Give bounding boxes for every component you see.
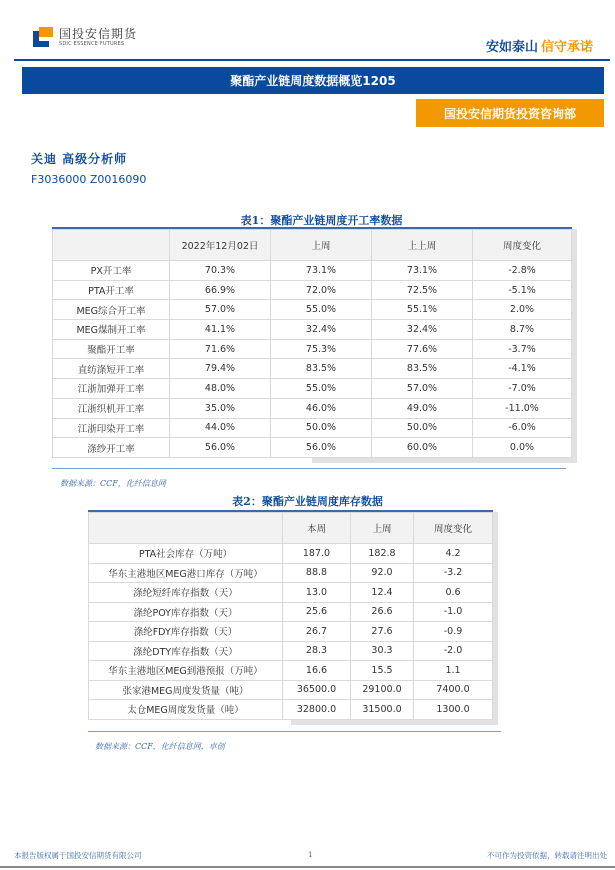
cell: 72.0% <box>271 280 372 300</box>
table-row <box>53 280 572 300</box>
cell: 0.6 <box>414 583 493 603</box>
cell: 56.0% <box>170 438 271 458</box>
row-label: 涤纶FDY库存指数（天） <box>89 622 283 642</box>
cell: 83.5% <box>271 359 372 379</box>
cell: 29100.0 <box>351 680 414 700</box>
cell: 46.0% <box>271 398 372 418</box>
cell: 73.1% <box>271 261 372 281</box>
cell: -0.9 <box>414 622 493 642</box>
cell: -4.1% <box>473 359 572 379</box>
cell: 30.3 <box>351 641 414 661</box>
table-row <box>53 438 572 458</box>
table-row <box>89 680 493 700</box>
slogan-part-1: 安如泰山 <box>485 40 538 55</box>
cell: -3.7% <box>473 339 572 359</box>
author-name: 关迪 高级分析师 <box>31 152 128 166</box>
row-label: 张家港MEG周度发货量（吨） <box>89 680 283 700</box>
cell: 2.0% <box>473 300 572 320</box>
table-row <box>53 261 572 281</box>
cell: 66.9% <box>170 280 271 300</box>
cell: 72.5% <box>372 280 473 300</box>
cell: -7.0% <box>473 379 572 399</box>
row-label: 华东主港地区MEG到港预报（万吨） <box>89 661 283 681</box>
author-cert: F3036000 Z0016090 <box>31 173 147 186</box>
cell: 26.6 <box>351 602 414 622</box>
cell: -11.0% <box>473 398 572 418</box>
row-label: PX开工率 <box>53 261 170 281</box>
cell: 77.6% <box>372 339 473 359</box>
cell: 44.0% <box>170 418 271 438</box>
cell: 71.6% <box>170 339 271 359</box>
cell: 4.2 <box>414 544 493 564</box>
table-row <box>53 418 572 438</box>
table2-bottom-rule <box>88 731 501 732</box>
cell: 32.4% <box>372 320 473 340</box>
table1-header-row <box>53 230 572 261</box>
cell: 0.0% <box>473 438 572 458</box>
row-label: 聚酯开工率 <box>53 339 170 359</box>
table2-header-row <box>89 513 493 544</box>
table1-source: 数据来源：CCF，化纤信息网 <box>60 479 166 488</box>
cell: 60.0% <box>372 438 473 458</box>
row-label: 华东主港地区MEG港口库存（万吨） <box>89 563 283 583</box>
table1-header-cell: 上周 <box>271 230 372 261</box>
table2-source: 数据来源：CCF，化纤信息网，卓创 <box>95 742 225 751</box>
row-label: 江浙织机开工率 <box>53 398 170 418</box>
table2-caption: 表2：聚酯产业链周度库存数据 <box>232 495 383 508</box>
row-label: PTA开工率 <box>53 280 170 300</box>
table1-caption: 表1：聚酯产业链周度开工率数据 <box>240 214 403 227</box>
row-label: 涤纶POY库存指数（天） <box>89 602 283 622</box>
table1-header-cell: 2022年12月02日 <box>170 230 271 261</box>
row-label: 江浙加弹开工率 <box>53 379 170 399</box>
cell: 1300.0 <box>414 700 493 720</box>
cell: 73.1% <box>372 261 473 281</box>
cell: 7400.0 <box>414 680 493 700</box>
table-row <box>89 544 493 564</box>
table-row <box>89 602 493 622</box>
footer-disclaimer: 不可作为投资依据，转载请注明出处 <box>487 851 607 860</box>
cell: -2.8% <box>473 261 572 281</box>
report-title: 聚酯产业链周度数据概览1205 <box>22 67 604 94</box>
cell: 15.5 <box>351 661 414 681</box>
table-row <box>53 398 572 418</box>
cell: 55.1% <box>372 300 473 320</box>
table-row <box>89 563 493 583</box>
row-label: 涤纶DTY库存指数（天） <box>89 641 283 661</box>
row-label: 涤纶短纤库存指数（天） <box>89 583 283 603</box>
cell: 1.1 <box>414 661 493 681</box>
footer-divider <box>0 866 615 868</box>
table-row <box>89 583 493 603</box>
cell: -3.2 <box>414 563 493 583</box>
cell: 57.0% <box>372 379 473 399</box>
table-row <box>89 661 493 681</box>
cell: 16.6 <box>283 661 351 681</box>
cell: 27.6 <box>351 622 414 642</box>
header-divider <box>14 59 610 61</box>
cell: -5.1% <box>473 280 572 300</box>
row-label: 太仓MEG周度发货量（吨） <box>89 700 283 720</box>
logo-en-text: SDIC ESSENCE FUTURES <box>59 40 125 47</box>
row-label: MEG煤制开工率 <box>53 320 170 340</box>
table2-header-cell: 周度变化 <box>414 513 493 544</box>
cell: 8.7% <box>473 320 572 340</box>
row-label: 涤纱开工率 <box>53 438 170 458</box>
table1-header-cell <box>53 230 170 261</box>
cell: 32.4% <box>271 320 372 340</box>
department-badge: 国投安信期货投资咨询部 <box>416 99 604 127</box>
cell: -2.0 <box>414 641 493 661</box>
table1-header-cell: 周度变化 <box>473 230 572 261</box>
cell: 55.0% <box>271 379 372 399</box>
cell: 28.3 <box>283 641 351 661</box>
row-label: PTA社会库存（万吨） <box>89 544 283 564</box>
table-row <box>53 359 572 379</box>
cell: 31500.0 <box>351 700 414 720</box>
cell: 26.7 <box>283 622 351 642</box>
table1-header-cell: 上上周 <box>372 230 473 261</box>
table2-header-cell: 本周 <box>283 513 351 544</box>
cell: -1.0 <box>414 602 493 622</box>
cell: 50.0% <box>271 418 372 438</box>
table-row <box>53 320 572 340</box>
table-row <box>53 300 572 320</box>
cell: 83.5% <box>372 359 473 379</box>
company-logo <box>33 27 137 47</box>
cell: 32800.0 <box>283 700 351 720</box>
cell: 36500.0 <box>283 680 351 700</box>
table2-header-cell <box>89 513 283 544</box>
cell: 55.0% <box>271 300 372 320</box>
page-number: 1 <box>308 850 313 859</box>
row-label: 江浙印染开工率 <box>53 418 170 438</box>
cell: 12.4 <box>351 583 414 603</box>
cell: 70.3% <box>170 261 271 281</box>
table1-bottom-rule <box>52 468 566 469</box>
row-label: 直纺涤短开工率 <box>53 359 170 379</box>
table-row <box>89 641 493 661</box>
table-row <box>89 700 493 720</box>
row-label: MEG综合开工率 <box>53 300 170 320</box>
cell: 25.6 <box>283 602 351 622</box>
table-row <box>53 379 572 399</box>
cell: 50.0% <box>372 418 473 438</box>
table2 <box>88 510 493 720</box>
logo-cn-text: 国投安信期货 <box>59 26 138 41</box>
cell: 48.0% <box>170 379 271 399</box>
cell: 49.0% <box>372 398 473 418</box>
footer-copyright: 本报告版权属于国投安信期货有限公司 <box>14 851 142 860</box>
cell: 79.4% <box>170 359 271 379</box>
cell: 35.0% <box>170 398 271 418</box>
cell: 75.3% <box>271 339 372 359</box>
cell: 182.8 <box>351 544 414 564</box>
cell: 92.0 <box>351 563 414 583</box>
table-row <box>53 339 572 359</box>
table1 <box>52 227 572 458</box>
slogan-part-2: 信守承诺 <box>540 40 593 55</box>
logo-mark-icon <box>33 27 53 47</box>
cell: 187.0 <box>283 544 351 564</box>
cell: 88.8 <box>283 563 351 583</box>
cell: -6.0% <box>473 418 572 438</box>
cell: 57.0% <box>170 300 271 320</box>
cell: 56.0% <box>271 438 372 458</box>
table-row <box>89 622 493 642</box>
table2-header-cell: 上周 <box>351 513 414 544</box>
cell: 13.0 <box>283 583 351 603</box>
slogan <box>486 36 593 55</box>
cell: 41.1% <box>170 320 271 340</box>
